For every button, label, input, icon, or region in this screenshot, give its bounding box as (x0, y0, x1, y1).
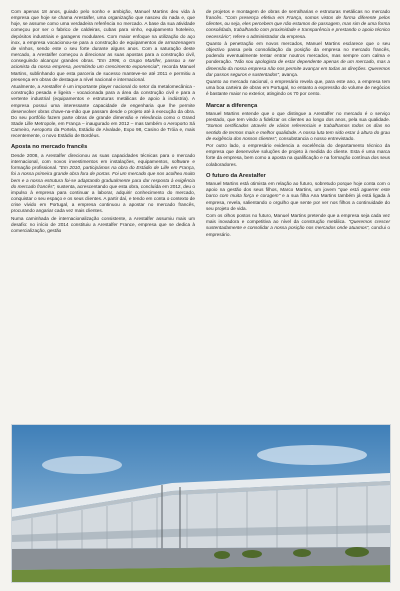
family-tail: e a sua filha Ana Martins também já está ligada à empresa, revela, salientando o orgulho que sente por ver nos filhos a continuidade do seu projeto de vida. (206, 193, 390, 211)
cloud (42, 456, 122, 474)
paragraph-future-goals (206, 213, 390, 238)
presence-tail: refere o administrador da empresa. (232, 33, 307, 39)
intro-quote: "Em 1996, o Grupo Martifer, passou a ser acionista da nossa empresa, permitindo um crescimento exponencial", (11, 58, 195, 70)
new-markets-text: Quanto à penetração em novos mercados, Manuel Martins esclarece que o seu objectivo passa pela consolidação da posição da empresa no mercado francês, podendo eventualmente tentar entrar noutros mercados, mas sempre com calma e ponderação. (206, 40, 390, 65)
market-text: Desde 2008, a Arestalfer direcionou as suas capacidades técnicas para o mercado internacional, com novos investimentos em instalações, equipamentos, software e formação profissional. (11, 152, 195, 171)
stadium-illustration (12, 425, 390, 582)
service-tail: consubstancia o nosso entrevistado. (278, 135, 355, 141)
paragraph-national-market: Quanto ao mercado nacional, o empresário revela que, para este ano, a empresa tem uma boa carteira de obras em Portugal, no entanto a expressão do volume de negócios é bastante maior no exterior, atingindo os 70 por cento. (206, 79, 390, 97)
paragraph-france-presence (206, 9, 390, 40)
paragraph-intro (11, 9, 195, 83)
service-quote: "Somos certificados através de vários referenciais e trabalhamos todos os dias no sentido de termos mais e melhor qualidade. A nossa luta tem sido estar à altura do grau de exigência dos nossos clientes", (206, 123, 390, 141)
goals-text: Com os olhos postos no futuro, Manuel Martins pretende que a empresa seja cada vez mais inovadora e competitiva ao nível da construção metálica. (206, 213, 390, 225)
presence-quote: "Com presença efetiva em França, somos vistos de forma diferente pelos clientes, ou seja, eles percebem que não estamos de passagem, mas sim de uma forma consolidada, trabalhando com proximidade e transparência e prestando o apoio técnico necessário", (206, 15, 390, 39)
paragraph-service (206, 111, 390, 142)
paragraph-french-market (11, 153, 195, 215)
paragraph-current: Atualmente, a Arestalfer é um importante player nacional do setor da metalomecânica - construção pesada e ligeira - vocacionada para a área da construção civil e para a vertente industrial (equipamentos e estruturas metálicas de apoio à indústria). A empresa possui uma interessante capacidade de engenharia que lhe permite desenvolver obras chave-na-mão que passam desde o projeto até à execução da obra. Do seu portfólio fazem parte obras de grande dimensão e relevância como o Grand Stade Lille Metropole, em França – inaugurado em 2012 – mas também o Aeroporto Sá Carneiro, Aeroporto da Portela, Estádio de Alvalade, Expo 98, Casino de Tróia e, mais recentemente, o novo Estádio de Bordéus. (11, 84, 195, 139)
paragraph-new-markets (206, 41, 390, 78)
intro-tail: recorda Manuel Martins, sublinhando que esta parceria de sucesso manteve-se até 2011 e permitiu a presença em obras de destaque a nível nacional e internacional. (11, 64, 195, 82)
heading-french-market: Aposta no mercado francês (11, 144, 88, 151)
cloud (257, 445, 367, 465)
stadium-photo (11, 424, 391, 583)
new-markets-tail: avança. (281, 71, 299, 77)
goals-tail: conclui o empresário. (206, 225, 390, 237)
presence-text: de projetos e montagem de obras de serralharias e estruturas metálicas no mercado francês. (206, 9, 390, 21)
goals-quote: "Queremos crescer sustentadamente e consolidar a nossa posição nos mercados onde atuamos", (206, 219, 391, 231)
paragraph-internationalization: Numa caminhada de internacionalização consistente, a Arestalfer assumiu mais um desafio: no início de 2014 constituiu a Arestalfer France, empresa que se dedica à comercialização, gestão (11, 215, 195, 234)
paragraph-technical-dept: Por outro lado, o empresário evidencia a excelência do departamento técnico da empresa que desenvolve soluções de projeto à medida do cliente. Esta é uma marca forte da empresa, bem como a aposta na qualificação e na formação contínua dos seus colaboradores. (206, 143, 390, 167)
paragraph-future-family (206, 181, 390, 212)
market-quote: "Em 2010, participámos na obra do Estádio de Lille em França, foi a nossa primeira grande obra fora de portas. Foi um mercado que nos acolheu muito bem e a nossa estrutura foi-se adaptando gradualmente para dar resposta à exigência do mercado francês", (11, 165, 196, 189)
new-markets-quote: "Não sou apologista de estar dependente apenas de um mercado, mas a dimensão da nossa empresa não nos permite avançar em todas as direções. Queremos dar passos seguros e sustentados", (206, 59, 390, 77)
heading-difference: Marcar a diferença (206, 102, 258, 109)
service-text: Manuel Martins entende que o que distingue a Arestalfer no mercado é o serviço prestado, que tem vindo a fidelizar os clientes ao longo dos anos, pela sua qualidade. (206, 111, 390, 123)
article-right-column (206, 9, 390, 239)
family-text: Manuel Martins está otimista em relação ao futuro, sobretudo porque hoje conta com o apoio na gestão dos seus filhos, Marco Martins, um jovem (206, 181, 390, 193)
heading-future: O futuro da Arestalfer (206, 172, 266, 179)
market-tail: sustenta, acrescentando que esta obra, concluída em 2012, deu o impulso à empresa para continuar a laborar, adquirir conhecimento do mercado, conquistar o seu espaço e os seus clientes. A partir daí, e tendo em conta o contexto de crise vivido em Portugal, a empresa continuou a apostar no mercado francês, procurando angariar cada vez mais clientes. (11, 183, 195, 214)
intro-text: Com apenas 18 anos, guiado pelo sonho e ambição, Manuel Martins deu vida à empresa que hoje se chama Arestalfer, uma organização que nasceu do nada e, que hoje, se assume como uma verdadeira referência no mercado. A base da sua atividade começou por ser o fabrico de caldeiras, cubas para vinho, equipamento hoteleiro, depósitos industriais e garagens modulares. Com maior enfoque na utilização do aço inox, a empresa vocacionou-se para a construção de equipamentos de armazenagem de vinhos, sendo este o seu forte durante alguns anos. Com a saturação deste mercado, a Arestalfer começou a direcionar as suas apostas para a construção civil, conseguindo alcançar grandes obras. (11, 9, 195, 64)
article-left-column (11, 9, 195, 235)
family-quote: "que está aguerrer este barco com muita força e coragem" (206, 187, 390, 199)
